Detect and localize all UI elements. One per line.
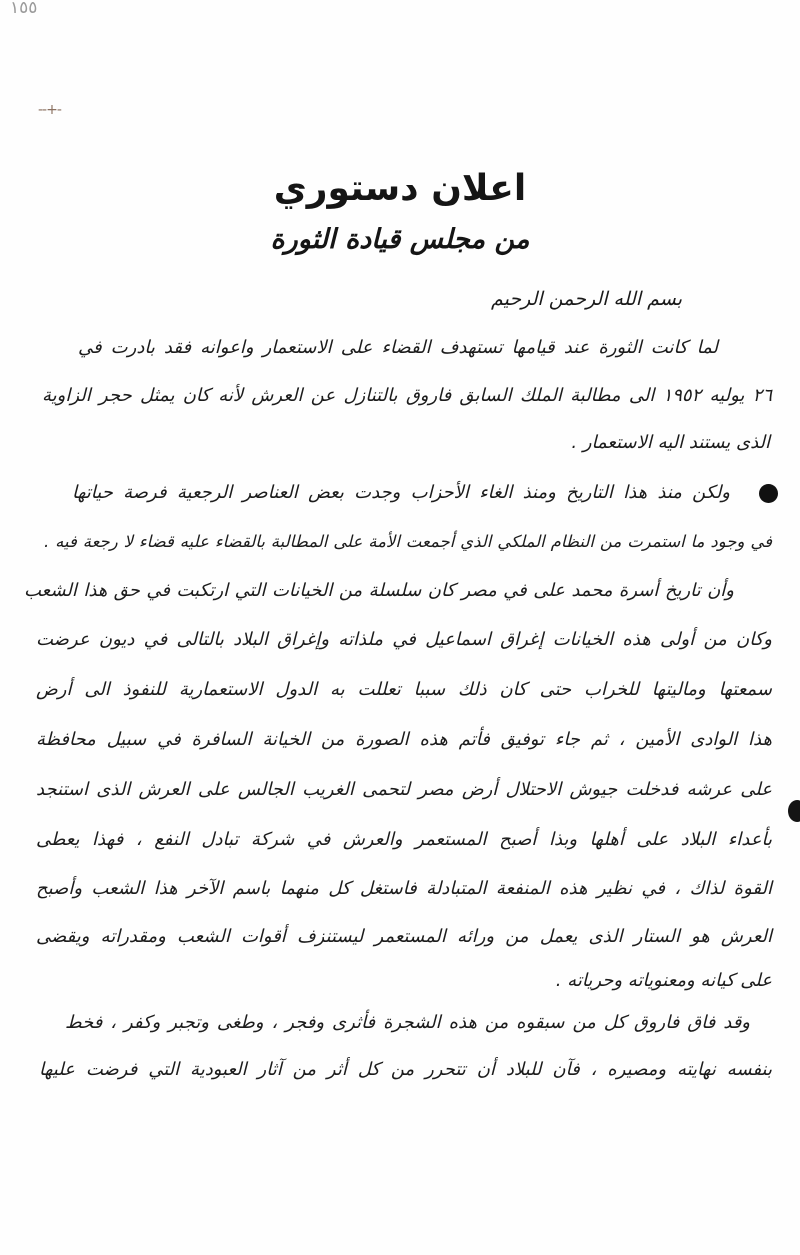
document-subtitle: من مجلس قيادة الثورة bbox=[270, 224, 530, 255]
text-line: وكان من أولى هذه الخيانات إغراق اسماعيل في ملذاته وإغراق البلاد بالتالى في ديون عرضت bbox=[36, 629, 772, 650]
text-line: على عرشه فدخلت جيوش الاحتلال أرض مصر لتحمى الغريب الجالس على العرش الذى استنجد bbox=[36, 779, 772, 800]
text-line: على كيانه ومعنوياته وحرياته . bbox=[555, 970, 772, 991]
bullet-marker bbox=[759, 484, 778, 503]
text-line: بأعداء البلاد على أهلها وبذا أصبح المستعمر والعرش في شركة تبادل النفع ، فهذا يعطى bbox=[36, 829, 772, 850]
text-line: سمعتها وماليتها للخراب حتى كان ذلك سببا تعللت به الدول الاستعمارية للنفوذ الى أرض bbox=[36, 679, 772, 700]
text-line: هذا الوادى الأمين ، ثم جاء توفيق فأتم هذه الصورة من الخيانة السافرة في سبيل محافظة bbox=[36, 729, 772, 750]
text-line: ولكن منذ هذا التاريخ ومنذ الغاء الأحزاب وجدت بعض العناصر الرجعية فرصة حياتها bbox=[72, 482, 730, 503]
document-title: اعلان دستوري bbox=[273, 168, 527, 209]
page-number: ١٥٥ bbox=[10, 0, 38, 18]
text-line: العرش هو الستار الذى يعمل من ورائه المستعمر ليستنزف أقوات الشعب ومقدراته ويقضى bbox=[36, 926, 772, 947]
text-line: لما كانت الثورة عند قيامها تستهدف القضاء على الاستعمار واعوانه فقد بادرت في bbox=[78, 337, 718, 358]
text-line: ٢٦ يوليه ١٩٥٢ الى مطالبة الملك السابق فاروق بالتنازل عن العرش لأنه كان يمثل حجر الزاوية bbox=[42, 385, 772, 406]
text-line: بنفسه نهايته ومصيره ، فآن للبلاد أن تتحرر من كل أثر من آثار العبودية التي فرضت عليها bbox=[39, 1059, 772, 1080]
text-line: وقد فاق فاروق كل من سبقوه من هذه الشجرة فأثرى وفجر ، وطغى وتجبر وكفر ، فخط bbox=[65, 1012, 750, 1033]
text-line: الذى يستند اليه الاستعمار . bbox=[571, 432, 770, 453]
text-line: في وجود ما استمرت من النظام الملكي الذي أجمعت الأمة على المطالبة بالقضاء عليه قضاء لا رجعة فيه . bbox=[44, 532, 772, 551]
margin-mark: --+- bbox=[38, 102, 61, 118]
ink-blot bbox=[788, 800, 800, 822]
text-line: وأن تاريخ أسرة محمد على في مصر كان سلسلة من الخيانات التي ارتكبت في حق هذا الشعب bbox=[24, 580, 734, 601]
text-line: القوة لذاك ، في نظير هذه المنفعة المتبادلة فاستغل كل منهما باسم الآخر هذا الشعب وأصبح bbox=[36, 878, 772, 899]
basmala: بسم الله الرحمن الرحيم bbox=[491, 288, 682, 310]
